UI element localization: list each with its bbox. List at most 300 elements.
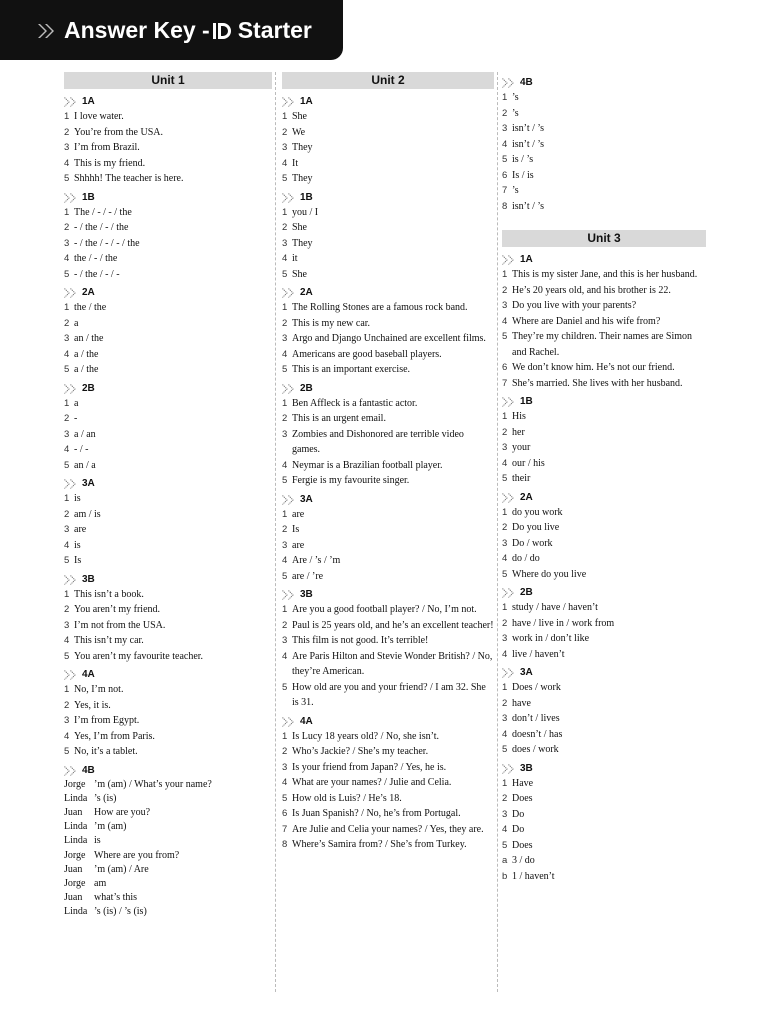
answer-number: 3 — [282, 635, 288, 646]
answer-number: 4 — [64, 157, 70, 169]
answer-item — [64, 553, 272, 569]
answer-item — [282, 837, 494, 853]
section-heading — [282, 191, 494, 205]
answer-text: your — [512, 442, 531, 453]
section-label: 2B — [300, 382, 313, 394]
answer-item — [282, 205, 494, 221]
answer-item — [64, 300, 272, 316]
answer-number: 4 — [64, 635, 70, 646]
dotted-chevron-icon — [502, 255, 520, 265]
answer-item — [502, 631, 706, 647]
answer-item — [64, 538, 272, 554]
header-title-suffix: Starter — [237, 16, 312, 43]
answer-text: is / ’s — [512, 154, 534, 165]
answer-text: This is an urgent email. — [292, 413, 386, 424]
answer-text: Do you live with your parents? — [512, 300, 637, 311]
speaker-name: Juan — [64, 892, 83, 904]
answer-text: Shhhh! The teacher is here. — [74, 173, 184, 184]
answer-number: 1 — [282, 302, 288, 313]
section-label: 3A — [82, 478, 95, 489]
section-heading — [282, 95, 494, 109]
answer-text: - — [74, 413, 78, 424]
answer-number: 2 — [502, 697, 508, 709]
answer-number: 4 — [502, 648, 508, 660]
section-label: 4A — [82, 669, 95, 680]
answer-text: Do / work — [512, 537, 553, 549]
answer-item — [502, 696, 706, 712]
answer-text: have / live in / work from — [512, 617, 615, 629]
answer-text: Where’s Samira from? / She’s from Turkey. — [292, 839, 467, 850]
answer-text: What are your names? / Julie and Celia. — [292, 777, 452, 788]
section-label: 1B — [520, 396, 533, 407]
answer-item — [64, 411, 272, 427]
answer-number: 5 — [64, 268, 70, 280]
answer-text: No, it’s a tablet. — [74, 746, 138, 757]
answer-number: 1 — [64, 588, 70, 600]
answer-item — [64, 109, 272, 125]
answer-item — [502, 183, 706, 199]
answer-item — [282, 744, 494, 760]
answer-text: Are you a good football player? / No, I’m not. — [292, 604, 477, 615]
answer-item — [282, 569, 494, 585]
answer-text: Does / work — [512, 682, 561, 693]
answer-text: Is / is — [512, 169, 534, 181]
answer-item — [64, 649, 272, 665]
answer-number: 5 — [64, 364, 70, 375]
answer-item — [282, 760, 494, 776]
answer-item — [64, 713, 272, 729]
answer-column-1 — [64, 72, 272, 920]
answer-number: 2 — [502, 426, 508, 438]
answer-text: you / I — [292, 206, 319, 218]
section-heading — [282, 715, 494, 729]
answer-number: 3 — [282, 333, 288, 344]
answer-text: Yes, I’m from Paris. — [74, 730, 155, 742]
dialogue-line — [64, 863, 272, 877]
answer-text: - / - — [74, 444, 89, 455]
section-label: 2B — [82, 382, 95, 394]
answer-text: This is my new car. — [292, 317, 371, 329]
dotted-chevron-icon — [64, 193, 82, 203]
answer-item — [282, 791, 494, 807]
answer-text: isn’t / ’s — [512, 138, 545, 150]
answer-item — [502, 329, 706, 360]
answer-text: their — [512, 473, 531, 484]
answer-text: are — [292, 508, 305, 520]
section-label: 1A — [82, 96, 95, 107]
dotted-chevron-icon — [64, 575, 82, 585]
answer-number: 5 — [282, 792, 288, 804]
answer-item — [282, 507, 494, 523]
answer-item — [64, 140, 272, 156]
answer-number: 1 — [502, 411, 508, 422]
dialogue-text: How are you? — [94, 806, 151, 818]
answer-item — [64, 236, 272, 252]
dotted-chevron-icon — [64, 670, 82, 680]
answer-number: 1 — [64, 684, 70, 695]
answer-number: 5 — [64, 650, 70, 662]
section-heading — [64, 95, 272, 109]
answer-number: 3 — [502, 123, 508, 134]
dialogue-text: ’m (am) / What’s your name? — [94, 778, 212, 790]
answer-number: 2 — [502, 617, 508, 629]
answer-text: No, I’m not. — [74, 684, 124, 695]
dotted-chevron-icon — [282, 590, 300, 600]
speaker-name: Linda — [64, 906, 88, 918]
section-heading — [64, 668, 272, 682]
answer-item — [64, 458, 272, 474]
dotted-chevron-icon — [282, 717, 300, 727]
answer-number: 7 — [282, 823, 288, 835]
answer-item — [282, 362, 494, 378]
answer-item — [502, 409, 706, 425]
answer-number: 3 — [282, 428, 288, 440]
answer-number: 5 — [64, 555, 70, 566]
answer-text: She — [292, 268, 307, 280]
answer-number: 2 — [64, 317, 70, 329]
answer-text: She — [292, 222, 307, 233]
answer-text: do you work — [512, 506, 563, 518]
speaker-name: Juan — [64, 863, 83, 875]
answer-text: are — [292, 539, 305, 551]
answer-text: Where do you live — [512, 568, 587, 580]
unit-heading: Unit 3 — [502, 230, 706, 247]
answer-number: 4 — [282, 555, 288, 566]
answer-number: 3 — [64, 524, 70, 535]
answer-number: 3 — [502, 713, 508, 724]
answer-item — [282, 171, 494, 187]
answer-text: Ben Affleck is a fantastic actor. — [292, 397, 418, 409]
answer-text: The Rolling Stones are a famous rock band. — [292, 302, 468, 313]
answer-item — [64, 125, 272, 141]
answer-number: 5 — [502, 744, 508, 755]
answer-number: 4 — [64, 730, 70, 742]
answer-item — [64, 156, 272, 172]
section-label: 3B — [300, 589, 313, 600]
answer-text: - / the / - / - — [74, 268, 120, 280]
answer-text: it — [292, 253, 298, 264]
answer-item — [64, 698, 272, 714]
answer-number: 4 — [502, 553, 508, 564]
answer-text: ’s — [512, 107, 519, 119]
answer-text: ’s — [512, 185, 519, 196]
answer-item — [502, 298, 706, 314]
answer-number: 4 — [64, 348, 70, 360]
answer-item — [282, 300, 494, 316]
section-label: 3A — [520, 667, 533, 678]
answer-item — [502, 711, 706, 727]
answer-text: He’s 20 years old, and his brother is 22. — [512, 284, 671, 296]
answer-text: 1 / haven’t — [512, 870, 555, 882]
dotted-chevron-icon — [502, 668, 520, 678]
answer-text: Does — [512, 839, 533, 851]
dotted-chevron-icon — [282, 384, 300, 394]
answer-number: 4 — [502, 138, 508, 150]
answer-number: 1 — [64, 302, 70, 313]
answer-text: an / the — [74, 333, 104, 344]
section-label: 4B — [520, 77, 533, 88]
answer-number: 1 — [502, 602, 508, 613]
answer-number: 3 — [502, 633, 508, 644]
answer-text: doesn’t / has — [512, 728, 563, 740]
answer-item — [502, 376, 706, 392]
answer-item — [502, 520, 706, 536]
answer-item — [502, 536, 706, 552]
answer-item — [502, 168, 706, 184]
answer-item — [502, 838, 706, 854]
dialogue-line — [64, 778, 272, 792]
answer-item — [282, 109, 494, 125]
answer-item — [282, 331, 494, 347]
answer-text: We don’t know him. He’s not our friend. — [512, 362, 675, 373]
answer-number: 1 — [282, 604, 288, 615]
answer-number: 5 — [502, 568, 508, 580]
answer-number: 2 — [64, 413, 70, 424]
answer-number: 2 — [282, 619, 288, 631]
answer-item — [502, 742, 706, 758]
answer-text: This is an important exercise. — [292, 364, 411, 375]
answer-text: the / the — [74, 302, 107, 313]
answer-number: 5 — [502, 154, 508, 165]
answer-item — [282, 602, 494, 618]
answer-text: You aren’t my favourite teacher. — [74, 650, 204, 662]
section-heading — [282, 286, 494, 300]
answer-item — [282, 125, 494, 141]
answer-number: 2 — [282, 524, 288, 535]
answer-text: Argo and Django Unchained are excellent films. — [292, 333, 486, 344]
answer-number: 2 — [502, 522, 508, 533]
answer-number: 1 — [282, 397, 288, 409]
spacer — [502, 214, 706, 230]
answer-text: They — [292, 237, 313, 249]
answer-text: do / do — [512, 553, 540, 564]
answer-number: 1 — [64, 111, 70, 122]
answer-number: 5 — [502, 331, 508, 342]
answer-number: 4 — [282, 157, 288, 169]
answer-number: 7 — [502, 377, 508, 389]
answer-text: Neymar is a Brazilian football player. — [292, 459, 443, 471]
section-label: 2A — [82, 287, 95, 298]
answer-number: 3 — [282, 761, 288, 773]
answer-item — [64, 744, 272, 760]
section-heading — [502, 762, 706, 776]
answer-item — [282, 538, 494, 554]
answer-text: Is — [292, 524, 300, 535]
answer-item — [64, 362, 272, 378]
answer-item — [502, 137, 706, 153]
answer-text: Paul is 25 years old, and he’s an excellent teacher! — [292, 619, 494, 631]
answer-item — [502, 807, 706, 823]
section-heading — [64, 286, 272, 300]
answer-item — [64, 729, 272, 745]
answer-text: It — [292, 157, 299, 169]
answer-number: 5 — [64, 173, 70, 184]
answer-text: are — [74, 524, 87, 535]
answer-item — [502, 456, 706, 472]
dotted-chevron-icon — [64, 97, 82, 107]
answer-item — [282, 522, 494, 538]
answer-number: 3 — [282, 539, 288, 551]
header-title: Answer Key - — [64, 16, 210, 43]
dotted-chevron-icon — [502, 764, 520, 774]
answer-text: am / is — [74, 508, 101, 520]
answer-text: a — [74, 397, 79, 409]
dialogue-text: is — [94, 835, 101, 847]
answer-item — [502, 106, 706, 122]
answer-item — [64, 316, 272, 332]
answer-text: the / - / the — [74, 253, 118, 264]
answer-item — [64, 427, 272, 443]
dotted-chevron-icon — [282, 97, 300, 107]
dialogue-text: Where are you from? — [94, 849, 180, 861]
answer-number: 5 — [502, 473, 508, 484]
answer-number: 5 — [64, 746, 70, 757]
answer-number: 3 — [502, 300, 508, 311]
dialogue-text: what’s this — [94, 892, 138, 904]
answer-column-2 — [282, 72, 494, 853]
answer-number: 3 — [64, 237, 70, 249]
answer-number: 2 — [64, 699, 70, 711]
answer-number: 4 — [282, 650, 288, 662]
answer-item — [502, 90, 706, 106]
id-logo-icon — [212, 20, 234, 40]
answer-item — [502, 616, 706, 632]
answer-number: 1 — [282, 508, 288, 520]
answer-number: 1 — [64, 397, 70, 409]
answer-number: 2 — [282, 126, 288, 138]
answer-text: I’m not from the USA. — [74, 619, 166, 631]
answer-text: Is Lucy 18 years old? / No, she isn’t. — [292, 730, 440, 742]
answer-column-3 — [502, 72, 706, 884]
answer-item — [282, 427, 494, 458]
answer-item — [282, 236, 494, 252]
dialogue-line — [64, 792, 272, 806]
answer-item — [502, 360, 706, 376]
answer-number: 4 — [502, 824, 508, 835]
answer-item — [502, 314, 706, 330]
section-label: 1A — [300, 96, 313, 107]
answer-number: 5 — [282, 364, 288, 375]
answer-item — [502, 853, 706, 869]
section-label: 3B — [82, 573, 95, 585]
answer-number: 4 — [282, 253, 288, 264]
answer-text: are / ’re — [292, 570, 324, 582]
section-label: 2B — [520, 587, 533, 598]
answer-text: Where are Daniel and his wife from? — [512, 315, 661, 327]
answer-text: her — [512, 426, 525, 438]
answer-number: 5 — [282, 173, 288, 184]
header-banner — [0, 0, 343, 60]
answer-text: Are Julie and Celia your names? / Yes, they are. — [292, 823, 484, 835]
answer-text: I’m from Brazil. — [74, 142, 140, 153]
section-heading — [502, 491, 706, 505]
answer-number: 1 — [282, 111, 288, 122]
answer-text: They — [292, 142, 313, 153]
answer-number: 2 — [282, 317, 288, 329]
answer-number: 1 — [502, 506, 508, 518]
answer-text: They — [292, 173, 313, 184]
answer-item — [64, 396, 272, 412]
answer-number: 6 — [282, 808, 288, 819]
answer-number: 1 — [282, 730, 288, 742]
answer-text: Are / ’s / ’m — [292, 555, 341, 566]
dialogue-line — [64, 820, 272, 834]
answer-number: 3 — [64, 142, 70, 153]
dotted-chevron-icon — [64, 384, 82, 394]
unit-heading: Unit 2 — [282, 72, 494, 89]
answer-item — [64, 220, 272, 236]
answer-text: She’s married. She lives with her husband. — [512, 377, 683, 389]
answer-number: 1 — [502, 777, 508, 789]
answer-item — [64, 522, 272, 538]
answer-number: 3 — [502, 442, 508, 453]
answer-item — [282, 267, 494, 283]
answer-text: This is my sister Jane, and this is her husband. — [512, 269, 698, 280]
section-label: 4B — [82, 764, 95, 776]
section-label: 3B — [520, 762, 533, 774]
section-label: 3A — [300, 493, 313, 505]
answer-text: a — [74, 317, 79, 329]
section-heading — [64, 573, 272, 587]
answer-text: our / his — [512, 457, 545, 469]
dialogue-line — [64, 806, 272, 820]
section-label: 1B — [300, 191, 313, 203]
answer-item — [282, 775, 494, 791]
answer-number: 2 — [64, 508, 70, 520]
answer-text: You’re from the USA. — [74, 126, 163, 138]
answer-item — [502, 680, 706, 696]
dialogue-line — [64, 849, 272, 863]
answer-text: Zombies and Dishonored are terrible video games. — [292, 428, 464, 455]
speaker-name: Jorge — [64, 877, 86, 889]
section-heading — [502, 395, 706, 409]
section-heading — [64, 764, 272, 778]
answer-text: This film is not good. It’s terrible! — [292, 635, 429, 646]
answer-text: His — [512, 411, 526, 422]
answer-number: 3 — [64, 619, 70, 631]
section-label: 2A — [300, 287, 313, 298]
answer-number: 3 — [64, 333, 70, 344]
answer-text: This is my friend. — [74, 157, 146, 169]
answer-number: 2 — [502, 284, 508, 296]
answer-text: isn’t / ’s — [512, 200, 545, 212]
answer-text: Who’s Jackie? / She’s my teacher. — [292, 746, 429, 757]
answer-item — [64, 171, 272, 187]
answer-item — [64, 602, 272, 618]
dialogue-line — [64, 877, 272, 891]
answer-item — [282, 729, 494, 745]
answer-number: 1 — [64, 206, 70, 218]
answer-number: 3 — [502, 808, 508, 820]
answer-number: a — [502, 855, 508, 866]
answer-item — [64, 618, 272, 634]
answer-text: don’t / lives — [512, 713, 560, 724]
section-heading — [502, 253, 706, 267]
answer-item — [502, 425, 706, 441]
dotted-chevron-icon — [282, 193, 300, 203]
dialogue-text: ’m (am) — [94, 821, 127, 833]
answer-text: Is your friend from Japan? / Yes, he is. — [292, 761, 447, 773]
answer-item — [282, 156, 494, 172]
section-label: 1B — [82, 191, 95, 203]
dialogue-text: ’m (am) / Are — [94, 863, 149, 875]
dotted-chevron-icon — [502, 78, 520, 88]
answer-item — [282, 806, 494, 822]
answer-text: a / an — [74, 428, 96, 440]
dialogue-line — [64, 834, 272, 848]
answer-number: 1 — [502, 269, 508, 280]
answer-number: 4 — [502, 728, 508, 740]
